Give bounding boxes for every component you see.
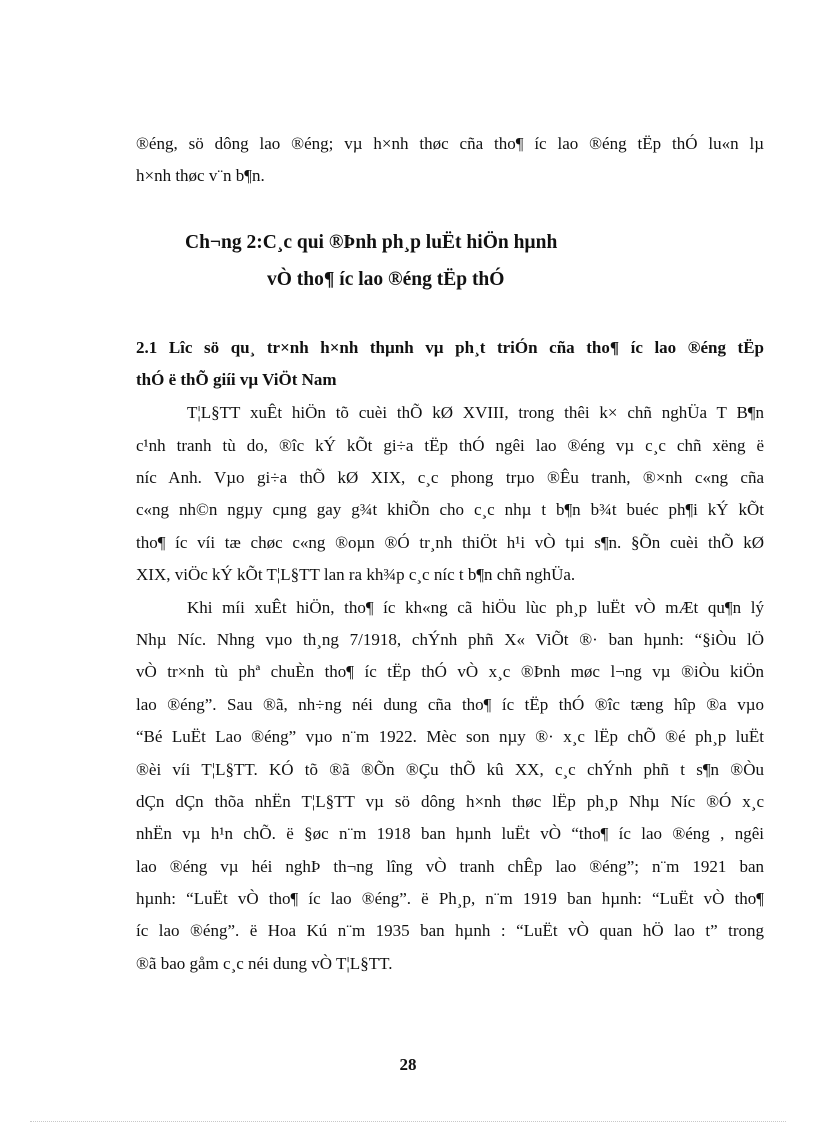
paragraph1-line-3: níc Anh. Vµo gi÷a thÕ kØ XIX, c¸c phong trµo ®Êu tranh, ®×nh c«ng cña <box>136 468 764 487</box>
paragraph1-line-6: XIX, viÖc kÝ kÕt T¦L§TT lan ra kh¾p c¸c níc t b¶n chñ nghÜa. <box>136 565 576 584</box>
paragraph2-line-2: Nhµ Níc. Nhng vµo th¸ng 7/1918, chÝnh phñ X« ViÕt ®· ban hµnh: “§iÒu lÖ <box>136 630 764 649</box>
section-heading-line-2: thÓ ë thÕ giíi vµ ViÖt Nam <box>136 370 337 389</box>
paragraph2-line-1: Khi míi xuÊt hiÖn, tho¶ íc kh«ng cã hiÖu lùc ph¸p luËt vÒ mÆt qu¶n lý <box>187 598 764 617</box>
paragraph1-line-5: tho¶ íc víi tæ chøc c«ng ®oµn ®Ó tr¸nh thiÖt h¹i vÒ tµi s¶n. §Õn cuèi thÕ kØ <box>136 533 764 552</box>
paragraph2-line-4: lao ®éng”. Sau ®ã, nh÷ng néi dung cña tho¶ íc tËp thÓ ®îc tæng hîp ®a vµo <box>136 695 764 714</box>
section-heading-line-1: 2.1 Lîc sö qu¸ tr×nh h×nh thµnh vµ ph¸t triÓn cña tho¶ íc lao ®éng tËp <box>136 338 764 357</box>
paragraph1-line-4: c«ng nh©n ngµy cµng gay g¾t khiÕn cho c¸c nhµ t b¶n b¾t buéc ph¶i kÝ kÕt <box>136 500 764 519</box>
paragraph2-line-11: íc lao ®éng”. ë Hoa Kú n¨m 1935 ban hµnh : “LuËt vÒ quan hÖ lao t” trong <box>136 921 764 940</box>
paragraph2-line-8: nhËn vµ h¹n chÕ. ë §øc n¨m 1918 ban hµnh luËt vÒ “tho¶ íc lao ®éng , ngêi <box>136 824 764 843</box>
intro-line-2: h×nh thøc v¨n b¶n. <box>136 166 265 185</box>
paragraph2-line-10: hµnh: “LuËt vÒ tho¶ íc lao ®éng”. ë Ph¸p, n¨m 1919 ban hµnh: “LuËt vÒ tho¶ <box>136 889 764 908</box>
paragraph1-line-1: T¦L§TT xuÊt hiÖn tõ cuèi thÕ kØ XVIII, trong thêi k× chñ nghÜa T B¶n <box>187 403 764 422</box>
page-bottom-divider <box>30 1121 786 1122</box>
chapter-title-line-1: Ch¬ng 2:C¸c qui ®Þnh ph¸p luËt hiÖn hµnh <box>185 232 558 253</box>
paragraph2-line-5: “Bé LuËt Lao ®éng” vµo n¨m 1922. Mèc son nµy ®· x¸c lËp chÕ ®é ph¸p luËt <box>136 727 764 746</box>
intro-line-1: ®éng, sö dông lao ®éng; vµ h×nh thøc cña tho¶ íc lao ®éng tËp thÓ lu«n lµ <box>136 134 764 153</box>
paragraph2-line-12: ®ã bao gåm c¸c néi dung vÒ T¦L§TT. <box>136 954 393 973</box>
paragraph2-line-9: lao ®éng vµ héi nghÞ th¬ng lîng vÒ tranh chÊp lao ®éng”; n¨m 1921 ban <box>136 857 764 876</box>
page-number: 28 <box>399 1055 417 1074</box>
paragraph2-line-6: ®èi víi T¦L§TT. KÓ tõ ®ã ®Õn ®Çu thÕ kû XX, c¸c chÝnh phñ t s¶n ®Òu <box>136 760 764 779</box>
paragraph2-line-3: vÒ tr×nh tù phª chuÈn tho¶ íc tËp thÓ vÒ x¸c ®Þnh møc l¬ng vµ ®iÒu kiÖn <box>136 662 764 681</box>
chapter-title-line-2: vÒ tho¶ íc lao ®éng tËp thÓ <box>267 269 505 290</box>
paragraph1-line-2: c¹nh tranh tù do, ®îc kÝ kÕt gi÷a tËp thÓ ngêi lao ®éng vµ c¸c chñ xëng ë <box>136 436 764 455</box>
paragraph2-line-7: dÇn dÇn thõa nhËn T¦L§TT vµ sö dông h×nh thøc lËp ph¸p Nhµ Níc ®Ó x¸c <box>136 792 764 811</box>
